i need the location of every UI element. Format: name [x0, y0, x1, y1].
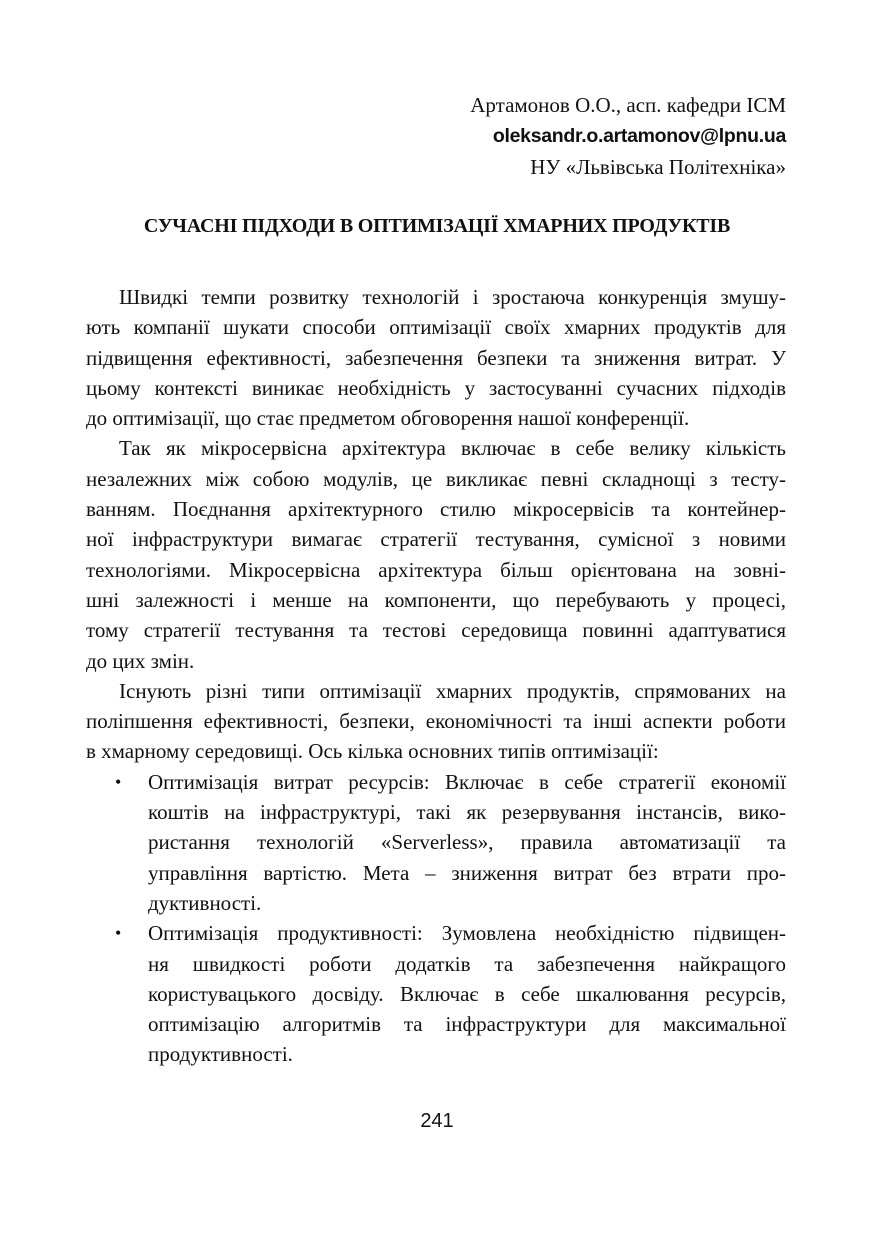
text-line: до цих змін. [86, 648, 195, 673]
bullet-list-item [86, 918, 786, 1069]
text-line: Оптимізація витрат ресурсів: Включає в себе стратегії економії [148, 769, 786, 794]
text-line: Швидкі темпи розвитку технологій і зростаюча конкуренція змушу- [119, 285, 786, 309]
text-line: ня швидкості роботи додатків та забезпечення найкращого [148, 951, 786, 976]
text-line: ють компанії шукати способи оптимізації своїх хмарних продуктів для [86, 315, 786, 340]
article-body [86, 282, 786, 1070]
text-line: незалежних між собою модулів, це викликає певні складнощі з тесту- [86, 466, 786, 491]
paragraph [86, 433, 786, 675]
text-line: ної інфраструктури вимагає стратегії тестування, сумісної з новими [86, 527, 786, 552]
author-block [470, 90, 786, 183]
author-email[interactable]: oleksandr.o.artamonov@lpnu.ua [492, 125, 786, 147]
text-line: шні залежності і менше на компоненти, що перебувають у процесі, [86, 587, 786, 612]
text-line: тому стратегії тестування та тестові середовища повинні адаптуватися [86, 618, 786, 643]
bullet-icon: • [115, 771, 122, 792]
bullet-list-item [86, 767, 786, 918]
author-name: Артамонов О.О., асп. кафедри ІСМ [470, 93, 786, 117]
text-line: до оптимізації, що стає предметом обговорення нашої конференції. [86, 406, 690, 431]
text-line: Оптимізація продуктивності: Зумовлена необхідністю підвищен- [148, 921, 786, 946]
text-line: в хмарному середовищі. Ось кілька основних типів оптимізації: [86, 739, 659, 764]
text-line: підвищення ефективності, забезпечення безпеки та зниження витрат. У [86, 345, 786, 370]
article-title: СУЧАСНІ ПІДХОДИ В ОПТИМІЗАЦІЇ ХМАРНИХ ПРОДУКТІВ [143, 215, 731, 237]
text-line: управління вартістю. Мета – зниження витрат без втрати про- [148, 860, 786, 885]
author-affiliation: НУ «Львівська Політехніка» [530, 155, 786, 179]
text-line: технологіями. Мікросервісна архітектура більш орієнтована на зовні- [86, 557, 786, 582]
text-line: користувацького досвіду. Включає в себе шкалювання ресурсів, [148, 981, 786, 1006]
text-line: ванням. Поєднання архітектурного стилю мікросервісів та контейнер- [86, 497, 786, 522]
page-number: 241 [420, 1110, 454, 1132]
text-line: дуктивності. [148, 890, 262, 915]
paragraph [86, 282, 786, 433]
text-line: продуктивності. [148, 1042, 293, 1067]
text-line: Так як мікросервісна архітектура включає в себе велику кількість [119, 436, 786, 461]
text-line: ристання технологій «Serverless», правила автоматизації та [148, 830, 786, 855]
text-line: коштів на інфраструктурі, такі як резервування інстансів, вико- [148, 800, 786, 825]
text-line: Існують різні типи оптимізації хмарних продуктів, спрямованих на [119, 678, 786, 703]
bullet-list [86, 767, 786, 1070]
bullet-icon: • [115, 923, 122, 944]
text-line: цьому контексті виникає необхідність у застосуванні сучасних підходів [86, 375, 786, 400]
text-line: оптимізацію алгоритмів та інфраструктури для максимальної [148, 1012, 786, 1037]
paragraph [86, 676, 786, 767]
text-line: поліпшення ефективності, безпеки, економічності та інші аспекти роботи [86, 709, 786, 734]
